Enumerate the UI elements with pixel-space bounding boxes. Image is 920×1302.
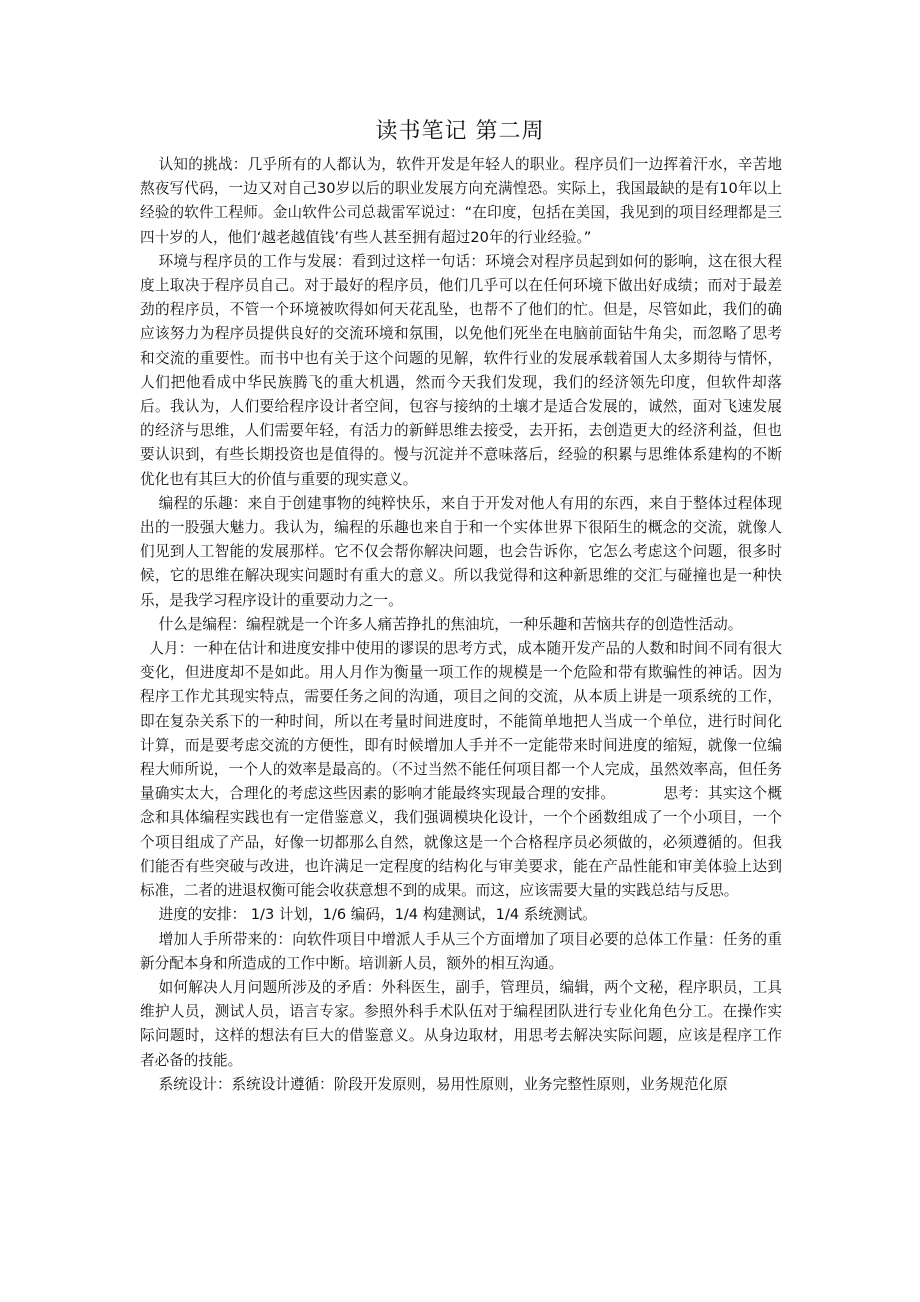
paragraph-cognitive-challenge: 认知的挑战：几乎所有的人都认为，软件开发是年轻人的职业。程序员们一边挥着汗水，辛苦地熬夜写代码，一边又对自己30岁以后的职业发展方向充满惶恐。实际上，我国最缺的是有10年以上经验的软件工程师。金山软件公司总裁雷军说过：“在印度，包括在美国，我见到的项目经理都是三四十岁的人，他们‘越老越值钱’有些人甚至拥有超过20年的行业经验。” (140, 156, 782, 246)
man-month-text: 人月：一种在估计和进度安排中使用的谬误的思考方式，成本随开发产品的人数和时间不同有很大变化，但进度却不是如此。用人月作为衡量一项工作的规模是一个危险和带有欺骗性的神话。因为程序工作尤其现实特点，需要任务之间的沟通，项目之间的交流，从本质上讲是一项系统的工作，即在复杂关系下的一种时间，所以在考量时间进度时，不能简单地把人当成一个单位，进行时间化计算，而是要考虑交流的方便性，即有时候增加人手并不一定能带来时间进度的缩短，就像一位编程大师所说，一个人的效率是最高的。（不过当然不能任何项目都一个人完成，虽然效率高，但任务量确实太大，合理化的考虑这些因素的影响才能最终实现最合理的安排。 (140, 640, 782, 803)
document-title: 读书笔记 第二周 (375, 119, 545, 144)
paragraph-schedule: 进度的安排： 1/3 计划，1/6 编码，1/4 构建测试，1/4 系统测试。 (158, 906, 597, 924)
paragraph-what-is-programming: 什么是编程：编程就是一个许多人痛苦挣扎的焦油坑，一种乐趣和苦恼共存的创造性活动。 (158, 615, 743, 633)
man-month-thought: 思考：其实这个概念和具体编程实践也有一定借鉴意义，我们强调模块化设计，一个个函数组成了一个小项目，一个个项目组成了产品，好像一切都那么自然，就像这是一个合格程序员必须做的，必须遵循的。但我们能否有些突破与改进，也许满足一定程度的结构化与审美要求，能在产品性能和审美体验上达到标准，二者的进退权衡可能会收获意想不到的成果。而这，应该需要大量的实践总结与反思。 (140, 785, 782, 900)
paragraph-programming-joy: 编程的乐趣：来自于创建事物的纯粹快乐，来自于开发对他人有用的东西，来自于整体过程体现出的一股强大魅力。我认为，编程的乐趣也来自于和一个实体世界下很陌生的概念的交流，就像人们见到人工智能的发展那样。它不仅会帮你解决问题，也会告诉你，它怎么考虑这个问题，很多时候，它的思维在解决现实问题时有重大的意义。所以我觉得和这种新思维的交汇与碰撞也是一种快乐，是我学习程序设计的重要动力之一。 (140, 494, 782, 609)
paragraph-environment: 环境与程序员的工作与发展：看到过这样一句话：环境会对程序员起到如何的影响，这在很大程度上取决于程序员自己。对于最好的程序员，他们几乎可以在任何环境下做出好成绩；而对于最差劲的程序员，不管一个环境被吹得如何天花乱坠，也帮不了他们的忙。但是，尽管如此，我们的确应该努力为程序员提供良好的交流环境和氛围，以免他们死坐在电脑前面钻牛角尖，而忽略了思考和交流的重要性。而书中也有关于这个问题的见解，软件行业的发展承载着国人太多期待与情怀，人们把他看成中华民族腾飞的重大机遇，然而今天我们发现，我们的经济领先印度，但软件却落后。我认为，人们要给程序设计者空间，包容与接纳的土壤才是适合发展的，诚然，面对飞速发展的经济与思维，人们需要年轻，有活力的新鲜思维去接受，去开拓，去创造更大的经济利益，但也要认识到，有些长期投资也是值得的。慢与沉淀并不意味落后，经验的积累与思维体系建构的不断优化也有其巨大的价值与重要的现实意义。 (140, 252, 782, 488)
paragraph-adding-people: 增加人手所带来的：向软件项目中增派人手从三个方面增加了项目必要的总体工作量：任务的重新分配本身和所造成的工作中断。培训新人员，额外的相互沟通。 (140, 930, 782, 972)
paragraph-solving-conflict: 如何解决人月问题所涉及的矛盾：外科医生，副手，管理员，编辑，两个文秘，程序职员，工具维护人员，测试人员，语言专家。参照外科手术队伍对于编程团队进行专业化角色分工。在操作实际问题时，这样的想法有巨大的借鉴意义。从身边取材，用思考去解决实际问题，应该是程序工作者必备的技能。 (140, 978, 782, 1069)
paragraph-system-design: 系统设计：系统设计遵循：阶段开发原则，易用性原则，业务完整性原则，业务规范化原 (158, 1075, 728, 1093)
document-body (140, 153, 782, 1097)
paragraph-man-month (140, 637, 782, 903)
